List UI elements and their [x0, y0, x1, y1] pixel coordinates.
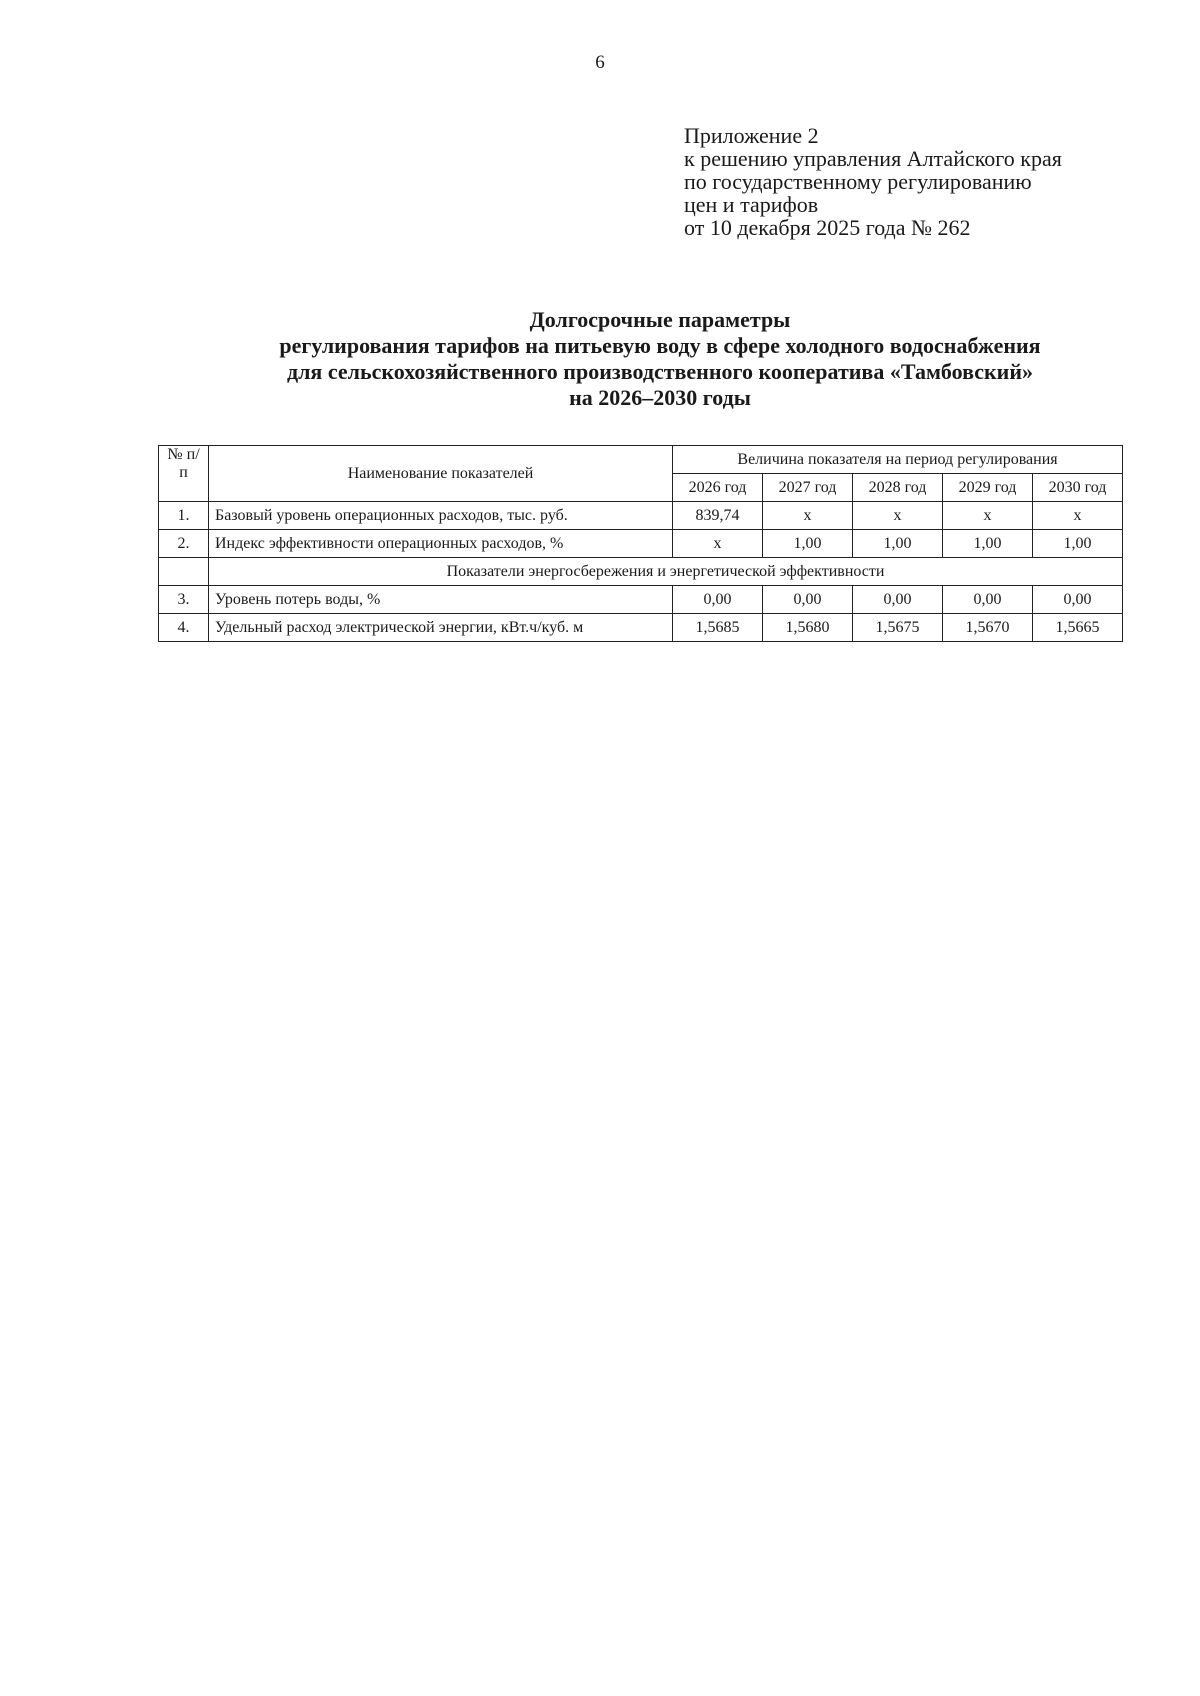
row-value: х	[1033, 502, 1123, 530]
row-value: х	[763, 502, 853, 530]
appendix-note	[684, 124, 1062, 239]
table-row	[159, 614, 1123, 642]
appendix-line: по государственному регулированию	[684, 169, 1032, 194]
row-value: 1,5665	[1033, 614, 1123, 642]
row-value: 1,00	[1033, 530, 1123, 558]
row-value: 0,00	[853, 586, 943, 614]
title-line: Долгосрочные параметры	[529, 307, 791, 332]
row-number: 1.	[159, 502, 209, 530]
row-value: 839,74	[673, 502, 763, 530]
appendix-line: Приложение 2	[684, 123, 819, 148]
row-value: 1,5675	[853, 614, 943, 642]
title-line: на 2026–2030 годы	[569, 385, 751, 410]
row-value: 0,00	[1033, 586, 1123, 614]
row-name: Базовый уровень операционных расходов, тыс. руб.	[209, 502, 673, 530]
title-line: регулирования тарифов на питьевую воду в сфере холодного водоснабжения	[279, 333, 1041, 358]
row-name: Удельный расход электрической энергии, кВт.ч/куб. м	[209, 614, 673, 642]
section-title: Показатели энергосбережения и энергетической эффективности	[209, 558, 1123, 586]
row-number: 4.	[159, 614, 209, 642]
row-number: 3.	[159, 586, 209, 614]
header-year: 2028 год	[853, 474, 943, 502]
row-number: 2.	[159, 530, 209, 558]
row-value: х	[943, 502, 1033, 530]
header-year: 2030 год	[1033, 474, 1123, 502]
row-value: 0,00	[763, 586, 853, 614]
row-value: 0,00	[943, 586, 1033, 614]
table-row	[159, 586, 1123, 614]
page-number: 6	[595, 52, 605, 73]
section-empty-cell	[159, 558, 209, 586]
header-name: Наименование показателей	[209, 446, 673, 502]
appendix-line: цен и тарифов	[684, 192, 819, 217]
row-name: Индекс эффективности операционных расходов, %	[209, 530, 673, 558]
row-value: 1,5670	[943, 614, 1033, 642]
appendix-line: к решению управления Алтайского края	[684, 146, 1062, 171]
row-value: 1,00	[943, 530, 1033, 558]
header-year: 2027 год	[763, 474, 853, 502]
title-line: для сельскохозяйственного производственного кооператива «Тамбовский»	[286, 359, 1034, 384]
header-period-group: Величина показателя на период регулирования	[673, 446, 1123, 474]
row-value: 0,00	[673, 586, 763, 614]
row-value: 1,5680	[763, 614, 853, 642]
row-value: х	[853, 502, 943, 530]
row-value: 1,5685	[673, 614, 763, 642]
row-value: х	[673, 530, 763, 558]
appendix-line: от 10 декабря 2025 года № 262	[684, 215, 971, 240]
table-section-row	[159, 558, 1123, 586]
table-row	[159, 530, 1123, 558]
parameters-table	[158, 445, 1123, 642]
header-number: № п/п	[159, 446, 209, 502]
row-name: Уровень потерь воды, %	[209, 586, 673, 614]
header-year: 2026 год	[673, 474, 763, 502]
table-row	[159, 502, 1123, 530]
table-header-row	[159, 446, 1123, 474]
row-value: 1,00	[853, 530, 943, 558]
row-value: 1,00	[763, 530, 853, 558]
document-title	[0, 307, 1200, 411]
header-year: 2029 год	[943, 474, 1033, 502]
